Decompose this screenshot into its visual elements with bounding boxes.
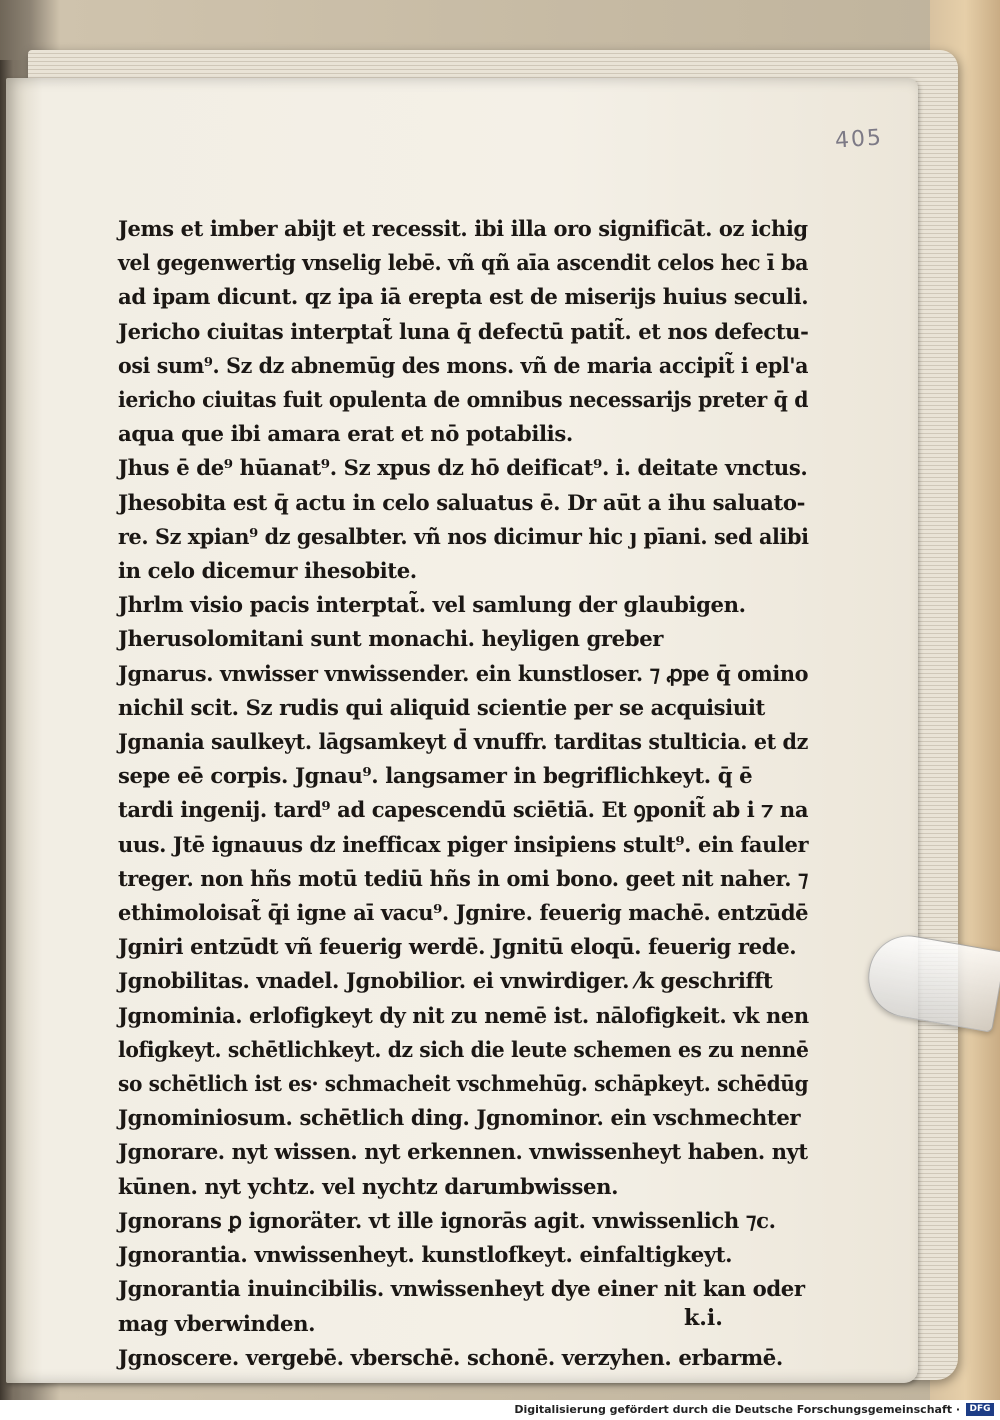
text-line: in celo dicemur ihesobite. bbox=[118, 559, 417, 585]
text-line: Jgnania saulkeyt. lāgsamkeyt d̄ vnuffr. tarditas stulticia. et dz bbox=[118, 730, 808, 756]
text-line: Jhus ē de⁹ hūanat⁹. Sz xpus dz hō deificat⁹. i. deitate vnctus. bbox=[118, 456, 808, 482]
text-line: ethimoloisat̃ q̄i igne aī vacu⁹. Jgnire. feuerig machē. entzūdē bbox=[118, 901, 809, 927]
text-line: Jgnominiosum. schētlich ding. Jgnominor. ein vschmechter bbox=[118, 1106, 801, 1132]
page-text bbox=[118, 213, 818, 1376]
dfg-logo: DFG bbox=[966, 1403, 994, 1416]
text-line: aqua que ibi amara erat et nō potabilis. bbox=[118, 422, 573, 448]
text-line: mag vberwinden. bbox=[118, 1311, 316, 1337]
text-line: Jgnorantia. vnwissenheyt. kunstlofkeyt. einfaltigkeyt. bbox=[118, 1243, 733, 1269]
text-line: Jgnorantia inuincibilis. vnwissenheyt dye einer nit kan oder bbox=[118, 1277, 805, 1303]
text-line: uus. Jtē ignauus dz inefficax piger insipiens stult⁹. ein fauler bbox=[118, 832, 809, 858]
text-line: Jems et imber abijt et recessit. ibi illa oro significāt. oz ichig bbox=[118, 217, 808, 242]
text-line: Jherusolomitani sunt monachi. heyligen greber bbox=[118, 627, 664, 653]
text-line: Jgnarus. vnwisser vnwissender. ein kunstloser. ⁊ ꝓpe q̄ omino bbox=[118, 661, 809, 687]
footer-credit: Digitalisierung gefördert durch die Deutsche Forschungsgemeinschaft · bbox=[514, 1403, 960, 1416]
folio-number: 405 bbox=[834, 125, 884, 154]
text-line: kūnen. nyt ychtz. vel nychtz darumbwissen. bbox=[118, 1174, 619, 1200]
text-line: osi sum⁹. Sz dz abnemūg des mons. vñ de maria accipit̃ i epl'a bbox=[118, 353, 809, 379]
text-line: vel gegenwertig vnselig lebē. vñ qñ aīa ascendit celos hec ī ba bbox=[118, 251, 809, 277]
text-line: Jgnoscere. vergebē. vberschē. schonē. verzyhen. erbarmē. bbox=[118, 1345, 783, 1371]
text-line: tardi ingenij. tard⁹ ad capescendū sciētiā. Et ꝯponit̃ ab i ⁊ na bbox=[118, 798, 809, 824]
text-line: nichil scit. Sz rudis qui aliquid scientie per se acquisiuit bbox=[118, 695, 765, 721]
text-line: Jgnobilitas. vnadel. Jgnobilior. ei vnwirdiger. ⁄k geschrifft bbox=[118, 969, 773, 995]
text-line: so schētlich ist es· schmacheit vschmehūg. schāpkeyt. schēdūg bbox=[118, 1072, 809, 1098]
text-line: sepe eē corpis. Jgnau⁹. langsamer in begriflichkeyt. q̄ ē bbox=[118, 764, 753, 790]
text-line: Jericho ciuitas interptat̃ luna q̄ defectū patit̃. et nos defectu- bbox=[118, 319, 809, 345]
text-line: Jhrlm visio pacis interptat̃. vel samlung der glaubigen. bbox=[118, 593, 746, 619]
text-line: re. Sz xpian⁹ dz gesalbter. vñ nos dicimur hic ȷ pīani. sed alibi bbox=[118, 524, 809, 550]
footer-bar bbox=[0, 1400, 1000, 1420]
text-line: treger. non hñs motū tediū hñs in omi bono. geet nit naher. ⁊ bbox=[118, 866, 808, 892]
text-line: Jgnorare. nyt wissen. nyt erkennen. vnwissenheyt haben. nyt bbox=[118, 1140, 808, 1166]
signature-mark: k.i. bbox=[684, 1305, 723, 1331]
text-line: Jgnominia. erlofigkeyt dy nit zu nemē ist. nālofigkeit. vk nen bbox=[118, 1003, 809, 1029]
text-line: Jgnorans ꝑ ignoräter. vt ille ignorās agit. vnwissenlich ⁊c. bbox=[118, 1208, 776, 1234]
text-line: lofigkeyt. schētlichkeyt. dz sich die leute schemen es zu nennē bbox=[118, 1037, 809, 1063]
text-line: iericho ciuitas fuit opulenta de omnibus necessarijs preter q̄ d bbox=[118, 388, 809, 414]
text-line: ad ipam dicunt. qz ipa iā erepta est de miserijs huius seculi. bbox=[118, 285, 809, 311]
text-line: Jhesobita est q̄ actu in celo saluatus ē. Dr aūt a ihu saluato- bbox=[118, 490, 806, 516]
text-line: Jgniri entzūdt vñ feuerig werdē. Jgnitū eloqū. feuerig rede. bbox=[118, 935, 797, 961]
